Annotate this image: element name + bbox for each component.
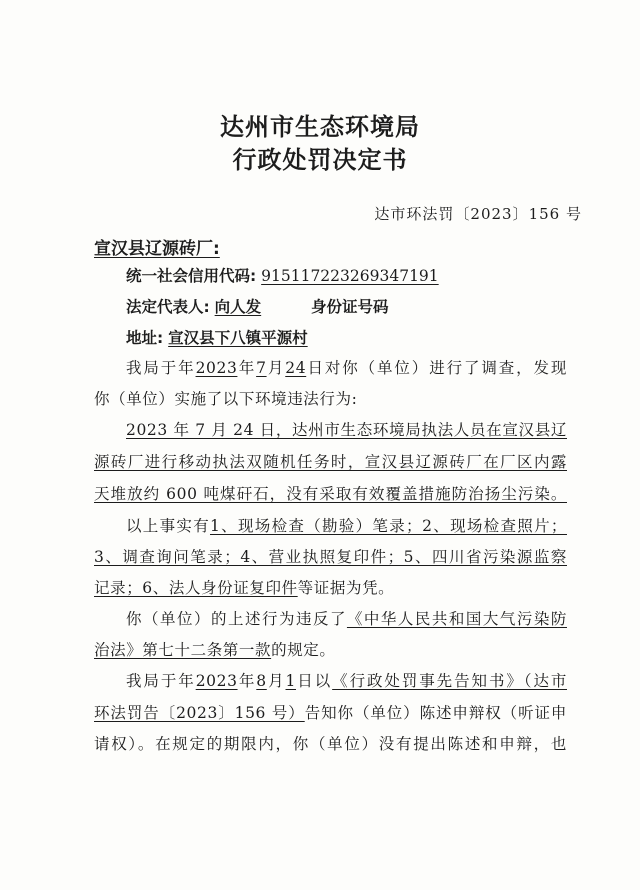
credit-code-row (126, 264, 439, 286)
prior-notice-line1: 我局于年2023年8月1日以《行政处罚事先告知书》（达市 (126, 672, 567, 690)
violation-facts-line1: 2023 年 7 月 24 日，达州市生态环境局执法人员在宣汉县辽 (126, 421, 567, 439)
document-title-type: 行政处罚决定书 (232, 145, 408, 174)
document-number: 达市环法罚〔2023〕156 号 (374, 205, 582, 223)
evidence-line1: 以上事实有1、现场检查（勘验）笔录；2、现场检查照片； (126, 517, 567, 535)
credit-code-label: 统一社会信用代码: (126, 267, 257, 285)
document-title-agency: 达州市生态环境局 (220, 112, 420, 141)
legal-rep-label: 法定代表人: (126, 298, 210, 316)
credit-code-value: 91511722326934719​1 (261, 267, 439, 285)
legal-rep-row (126, 295, 389, 317)
address-label: 地址: (126, 329, 164, 347)
evidence-line2: 3、调查询问笔录；4、营业执照复印件；5、四川省污染源监察 (94, 548, 567, 566)
violated-law-line1: 你（单位）的上述行为违反了《中华人民共和国大气污染防 (126, 610, 567, 628)
violation-facts-line3: 天堆放约 600 吨煤矸石，没有采取有效覆盖措施防治扬尘污染。 (94, 485, 567, 503)
evidence-line3: 记录；6、法人身份证复印件等证据为凭。 (94, 579, 395, 597)
prior-notice-line2: 环法罚告〔2023〕156 号）告知你（单位）陈述申辩权（听证申 (94, 704, 568, 722)
paragraph-investigation-line1: 我局于年2023年7月24日对你（单位）进行了调查，发现 (126, 359, 568, 377)
legal-rep-name: 向人发 (214, 298, 262, 316)
address-row (126, 326, 308, 348)
violation-facts-line2: 源砖厂进行移动执法双随机任务时，宣汉县辽源砖厂在厂区内露 (94, 453, 567, 471)
prior-notice-line3: 请权）。在规定的期限内，你（单位）没有提出陈述和申辩，也 (94, 735, 567, 753)
party-name: 宣汉县辽源砖厂: (94, 239, 220, 259)
paragraph-investigation-line2: 你（单位）实施了以下环境违法行为: (94, 390, 358, 408)
address-value: 宣汉县下八镇平源村 (168, 329, 308, 347)
violated-law-line2: 治法》第七十二条第一款的规定。 (94, 641, 336, 659)
id-number-label: 身份证号码 (311, 298, 389, 316)
